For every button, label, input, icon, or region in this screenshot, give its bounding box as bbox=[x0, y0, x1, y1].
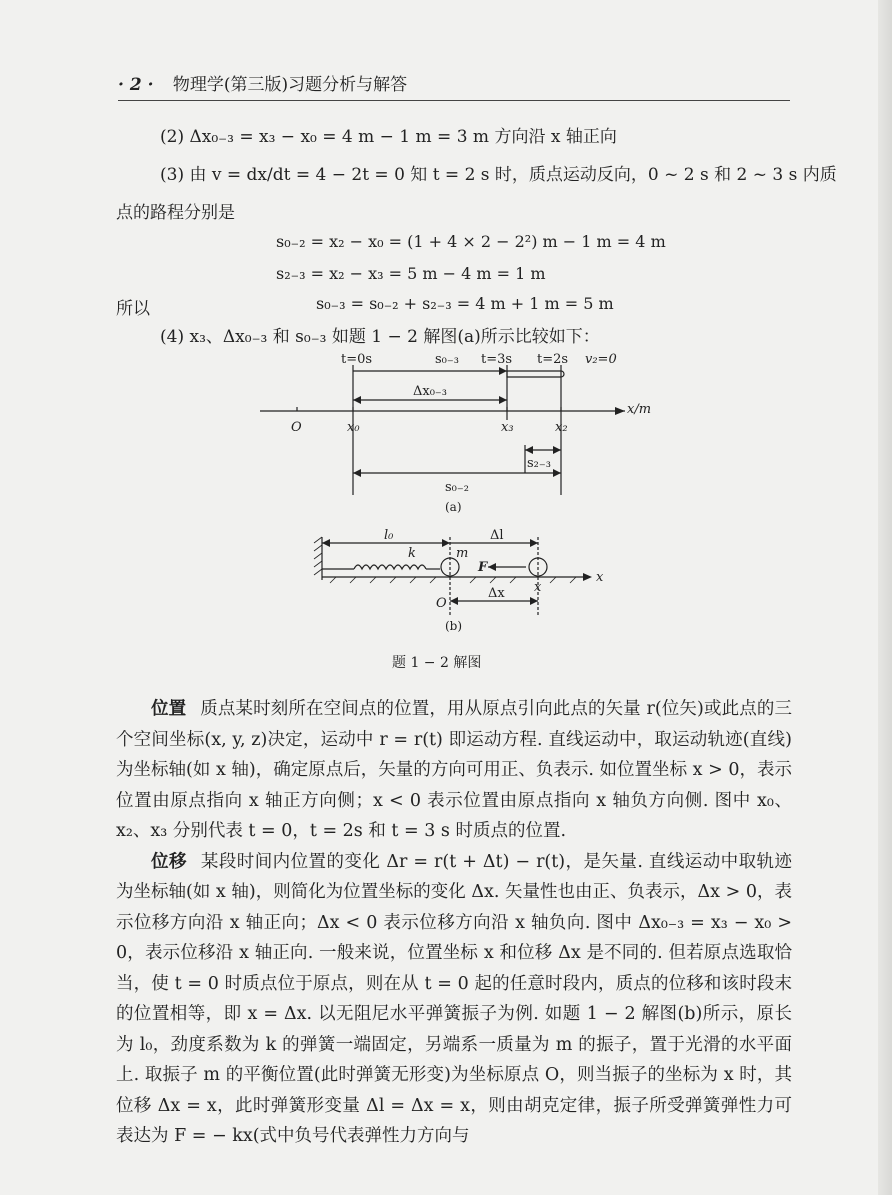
paragraph-position bbox=[116, 694, 792, 847]
label-t3: t=3s bbox=[481, 352, 513, 367]
label-l0: l₀ bbox=[384, 528, 394, 543]
label-k: k bbox=[408, 546, 416, 561]
label-x0: x₀ bbox=[347, 420, 360, 435]
x-axis-arrowhead-b bbox=[583, 573, 592, 581]
label-x: x bbox=[534, 580, 542, 595]
label-s23: s₂₋₃ bbox=[527, 456, 551, 471]
x-axis-arrowhead bbox=[615, 407, 625, 415]
page-header bbox=[118, 70, 790, 101]
page-fold-shadow bbox=[878, 0, 892, 1195]
paragraph-displacement-text: 某段时间内位置的变化 Δr = r(t + Δt) − r(t)，是矢量. 直线运动中取轨迹为坐标轴(如 x 轴)，则简化为位置坐标的变化 Δx. 矢量性也由正、负表示，Δx > 0，表示位移方向沿 x 轴正向；Δx < 0 表示位移方向沿 x 轴负向. 图中 Δx₀₋₃ = x₃ − x₀ > 0，表示位移沿 x 轴正向. 一般来说，位置坐标 x 和位移 Δx 是不同的. 但若原点选取恰当，使 t = 0 时质点位于原点，则在从 t = 0 起的任意时段内，质点的位移和该时段末的位置相等，即 x = Δx. 以无阻尼水平弹簧振子为例. 如题 1 − 2 解图(b)所示，原长为 l₀，劲度系数为 k 的弹簧一端固定，另端系一质量为 m 的振子，置于光滑的水平面上. 取振子 m 的平衡位置(此时弹簧无形变)为坐标原点 O，则当振子的坐标为 x 时，其位移 Δx = x，此时弹簧形变量 Δl = Δx = x，则由胡克定律，振子所受弹簧弹性力可表达为 F = − kx(式中负号代表弹性力方向与 bbox=[116, 851, 792, 1146]
return-path bbox=[507, 371, 561, 377]
figure-b bbox=[310, 525, 630, 640]
label-t0: t=0s bbox=[341, 352, 373, 367]
label-s03: s₀₋₃ bbox=[435, 352, 459, 367]
solution-item-3-line2: 点的路程分别是 bbox=[116, 203, 235, 223]
so-label: 所以 bbox=[116, 299, 150, 319]
label-x-axis: x bbox=[596, 570, 604, 585]
label-axis: x/m bbox=[627, 402, 652, 417]
label-t2: t=2s bbox=[537, 352, 569, 367]
paragraph-displacement bbox=[116, 847, 792, 1152]
page-number: · 2 · bbox=[118, 75, 154, 95]
label-s02: s₀₋₂ bbox=[445, 480, 469, 495]
term-displacement: 位移 bbox=[151, 851, 187, 872]
paragraph-position-text: 质点某时刻所在空间点的位置，用从原点引向此点的矢量 r(位矢)或此点的三个空间坐标(x, y, z)决定，运动中 r = r(t) 即运动方程. 直线运动中，取运动轨迹(直线)为坐标轴(如 x 轴)，确定原点后，矢量的方向可用正、负表示. 如位置坐标 x > 0，表示位置由原点指向 x 轴正方向侧；x < 0 表示位置由原点指向 x 轴负方向侧. 图中 x₀、x₂、x₃ 分别代表 t = 0，t = 2s 和 t = 3 s 时质点的位置. bbox=[116, 699, 792, 841]
equation-s02: s₀₋₂ = x₂ − x₀ = (1 + 4 × 2 − 2²) m − 1 m = 4 m bbox=[276, 232, 666, 251]
label-dl: Δl bbox=[490, 528, 504, 543]
solution-item-2: (2) Δx₀₋₃ = x₃ − x₀ = 4 m − 1 m = 3 m 方向沿 x 轴正向 bbox=[160, 127, 617, 147]
figure-a-label: (a) bbox=[445, 500, 462, 514]
label-v2: v₂=0 bbox=[585, 352, 617, 367]
figure-a bbox=[255, 345, 675, 520]
term-position: 位置 bbox=[151, 699, 187, 719]
solution-item-3-line1: (3) 由 v = dx/dt = 4 − 2t = 0 知 t = 2 s 时，质点运动反向，0 ~ 2 s 和 2 ~ 3 s 内质 bbox=[160, 165, 837, 185]
figure-caption: 题 1 − 2 解图 bbox=[392, 655, 482, 671]
label-dx: Δx bbox=[488, 586, 505, 601]
label-x3: x₃ bbox=[501, 420, 514, 435]
label-m: m bbox=[456, 546, 469, 561]
label-O-b: O bbox=[436, 596, 447, 611]
body-text bbox=[116, 694, 792, 1152]
spring bbox=[354, 565, 426, 569]
label-O: O bbox=[291, 420, 302, 435]
label-dx03: Δx₀₋₃ bbox=[413, 384, 448, 399]
equation-s03: s₀₋₃ = s₀₋₂ + s₂₋₃ = 4 m + 1 m = 5 m bbox=[316, 294, 614, 313]
label-x2: x₂ bbox=[555, 420, 568, 435]
turnaround bbox=[507, 371, 564, 377]
arrowhead-s03 bbox=[499, 367, 507, 375]
label-F: F bbox=[478, 560, 488, 575]
book-title: 物理学(第三版)习题分析与解答 bbox=[172, 75, 408, 95]
solution-item-4: (4) x₃、Δx₀₋₃ 和 s₀₋₃ 如题 1 − 2 解图(a)所示比较如下： bbox=[160, 327, 600, 347]
figure-b-label: (b) bbox=[445, 619, 463, 633]
equation-s23: s₂₋₃ = x₂ − x₃ = 5 m − 4 m = 1 m bbox=[276, 264, 546, 283]
